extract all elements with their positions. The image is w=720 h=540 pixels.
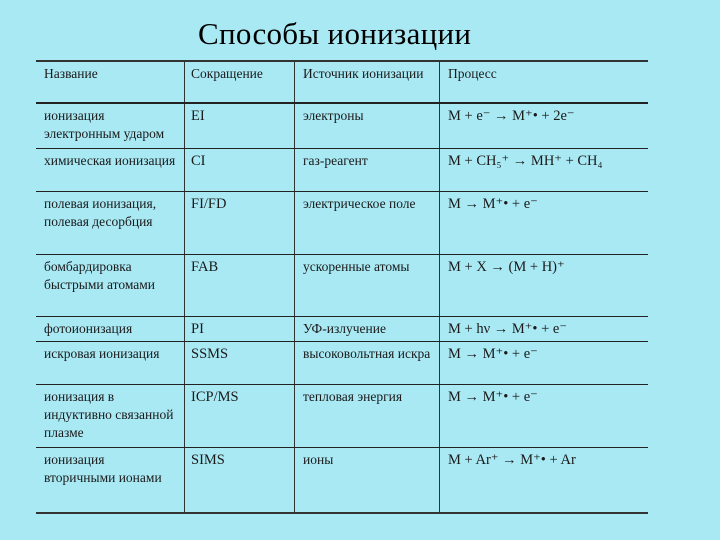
row-abbr: FI/FD <box>184 192 294 254</box>
row-source: электроны <box>294 104 439 148</box>
row-process: M → M⁺• + e⁻ <box>439 385 648 447</box>
header-source: Источник ионизации <box>294 62 439 102</box>
row-process: M + Ar⁺ → M⁺• + Ar <box>439 448 648 513</box>
row-process: M → M⁺• + e⁻ <box>439 192 648 254</box>
table-row <box>36 192 648 255</box>
table-row <box>36 342 648 385</box>
row-abbr: SSMS <box>184 342 294 384</box>
row-name: химическая ионизация <box>44 153 176 168</box>
row-abbr: SIMS <box>184 448 294 513</box>
row-source: электрическое поле <box>294 192 439 254</box>
row-abbr: EI <box>184 104 294 148</box>
table-row <box>36 317 648 342</box>
row-source: тепловая энергия <box>294 385 439 447</box>
ionization-table <box>36 60 648 514</box>
row-process: M → M⁺• + e⁻ <box>439 342 648 384</box>
row-abbr: ICP/MS <box>184 385 294 447</box>
row-source: ускоренные атомы <box>294 255 439 316</box>
row-process: M + e⁻ → M⁺• + 2e⁻ <box>439 104 648 148</box>
row-name: ионизация электронным ударом <box>44 108 165 141</box>
row-abbr: CI <box>184 149 294 191</box>
table-row <box>36 385 648 448</box>
row-abbr: PI <box>184 317 294 341</box>
row-process: M + CH₅⁺ → MH⁺ + CH₄ <box>439 149 648 191</box>
row-source: высоковольтная искра <box>294 342 439 384</box>
row-process: M + hν → M⁺• + e⁻ <box>439 317 648 341</box>
row-source: УФ-излучение <box>294 317 439 341</box>
header-process: Процесс <box>439 62 648 102</box>
row-name: полевая ионизация, полевая десорбция <box>44 196 157 229</box>
row-source: газ-реагент <box>294 149 439 191</box>
page-title: Способы ионизации <box>198 16 472 51</box>
header-abbr: Сокращение <box>184 62 294 102</box>
row-source: ионы <box>294 448 439 513</box>
row-name: ионизация вторичными ионами <box>44 452 162 485</box>
table-row <box>36 104 648 149</box>
row-name: фотоионизация <box>44 321 133 336</box>
row-name: ионизация в индуктивно связанной плазме <box>44 389 174 440</box>
row-name: искровая ионизация <box>44 346 160 361</box>
table-row <box>36 255 648 317</box>
row-process: M + X → (M + H)⁺ <box>439 255 648 316</box>
row-name: бомбардировка быстрыми атомами <box>44 259 156 292</box>
table-header-row <box>36 62 648 104</box>
header-name: Название <box>44 66 98 81</box>
row-abbr: FAB <box>184 255 294 316</box>
table-row <box>36 149 648 192</box>
table-row <box>36 448 648 513</box>
